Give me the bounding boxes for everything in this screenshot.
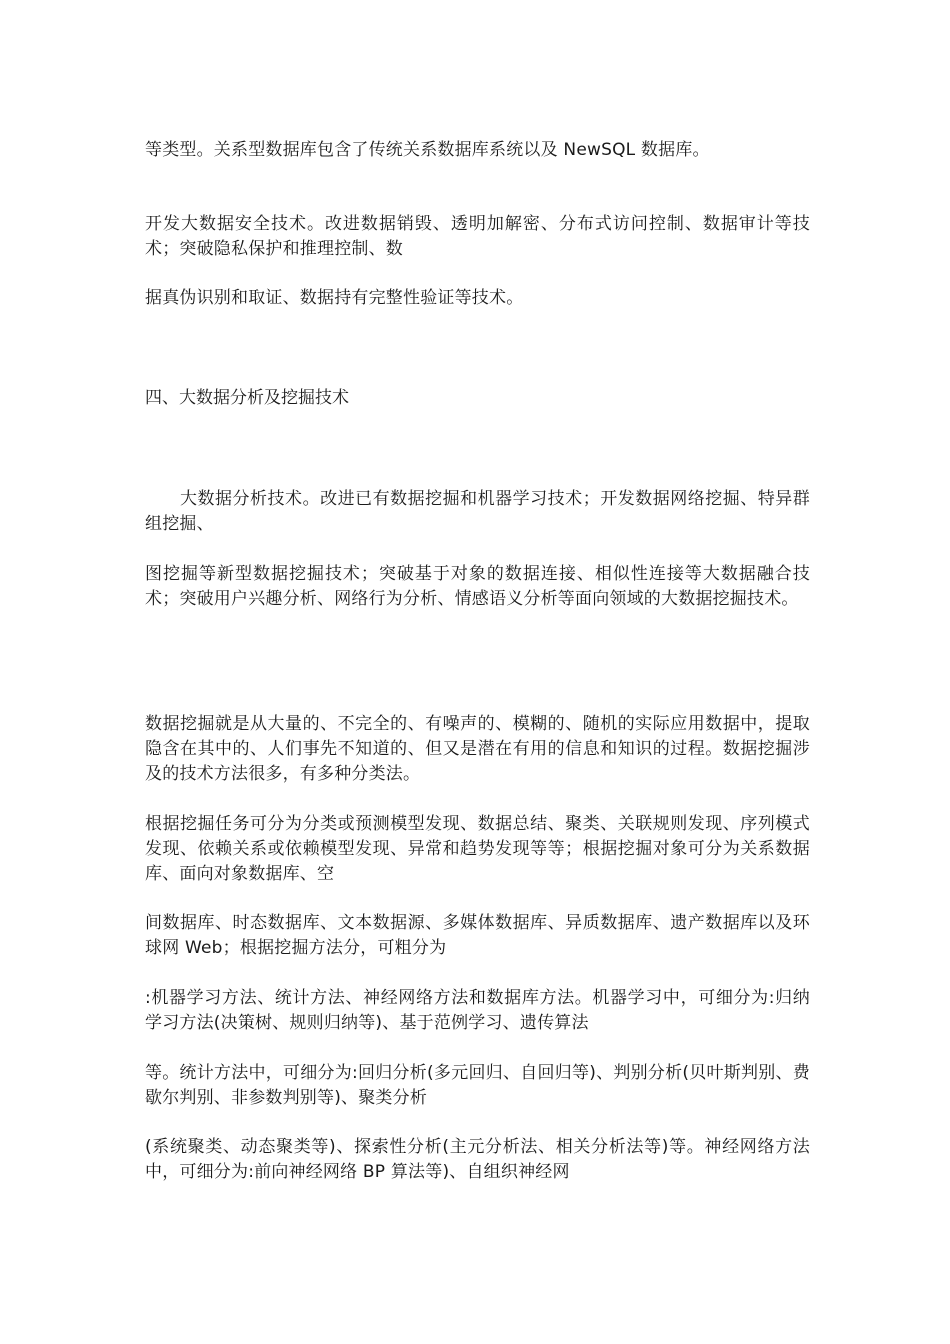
paragraph-security-tech: 开发大数据安全技术。改进数据销毁、透明加解密、分布式访问控制、数据审计等技术；突破隐私保护和推理控制、数	[145, 214, 810, 259]
paragraph-mining-object-classification: 间数据库、时态数据库、文本数据源、多媒体数据库、异质数据库、遗产数据库以及环球网 Web；根据挖掘方法分，可粗分为	[145, 913, 810, 958]
paragraph-analysis-tech-cont: 图挖掘等新型数据挖掘技术；突破基于对象的数据连接、相似性连接等大数据融合技术；突破用户兴趣分析、网络行为分析、情感语义分析等面向领域的大数据挖掘技术。	[145, 564, 810, 609]
paragraph-statistical-methods: 等。统计方法中，可细分为:回归分析(多元回归、自回归等)、判别分析(贝叶斯判别、费歇尔判别、非参数判别等)、聚类分析	[145, 1063, 810, 1108]
paragraph-mining-methods: :机器学习方法、统计方法、神经网络方法和数据库方法。机器学习中，可细分为:归纳学习方法(决策树、规则归纳等)、基于范例学习、遗传算法	[145, 988, 810, 1033]
section-heading-analysis: 四、大数据分析及挖掘技术	[145, 388, 349, 408]
paragraph-data-mining-definition: 数据挖掘就是从大量的、不完全的、有噪声的、模糊的、随机的实际应用数据中，提取隐含在其中的、人们事先不知道的、但又是潜在有用的信息和知识的过程。数据挖掘涉及的技术方法很多，有多种分类法。	[145, 714, 810, 784]
paragraph-neural-network-methods: (系统聚类、动态聚类等)、探索性分析(主元分析法、相关分析法等)等。神经网络方法中，可细分为:前向神经网络 BP 算法等)、自组织神经网	[145, 1137, 810, 1182]
paragraph-analysis-tech: 大数据分析技术。改进已有数据挖掘和机器学习技术；开发数据网络挖掘、特异群组挖掘、	[145, 489, 810, 534]
paragraph-security-tech-cont: 据真伪识别和取证、数据持有完整性验证等技术。	[145, 288, 524, 308]
paragraph-database-types: 等类型。关系型数据库包含了传统关系数据库系统以及 NewSQL 数据库。	[145, 140, 710, 160]
paragraph-mining-task-classification: 根据挖掘任务可分为分类或预测模型发现、数据总结、聚类、关联规则发现、序列模式发现、依赖关系或依赖模型发现、异常和趋势发现等等；根据挖掘对象可分为关系数据库、面向对象数据库、空	[145, 814, 810, 884]
